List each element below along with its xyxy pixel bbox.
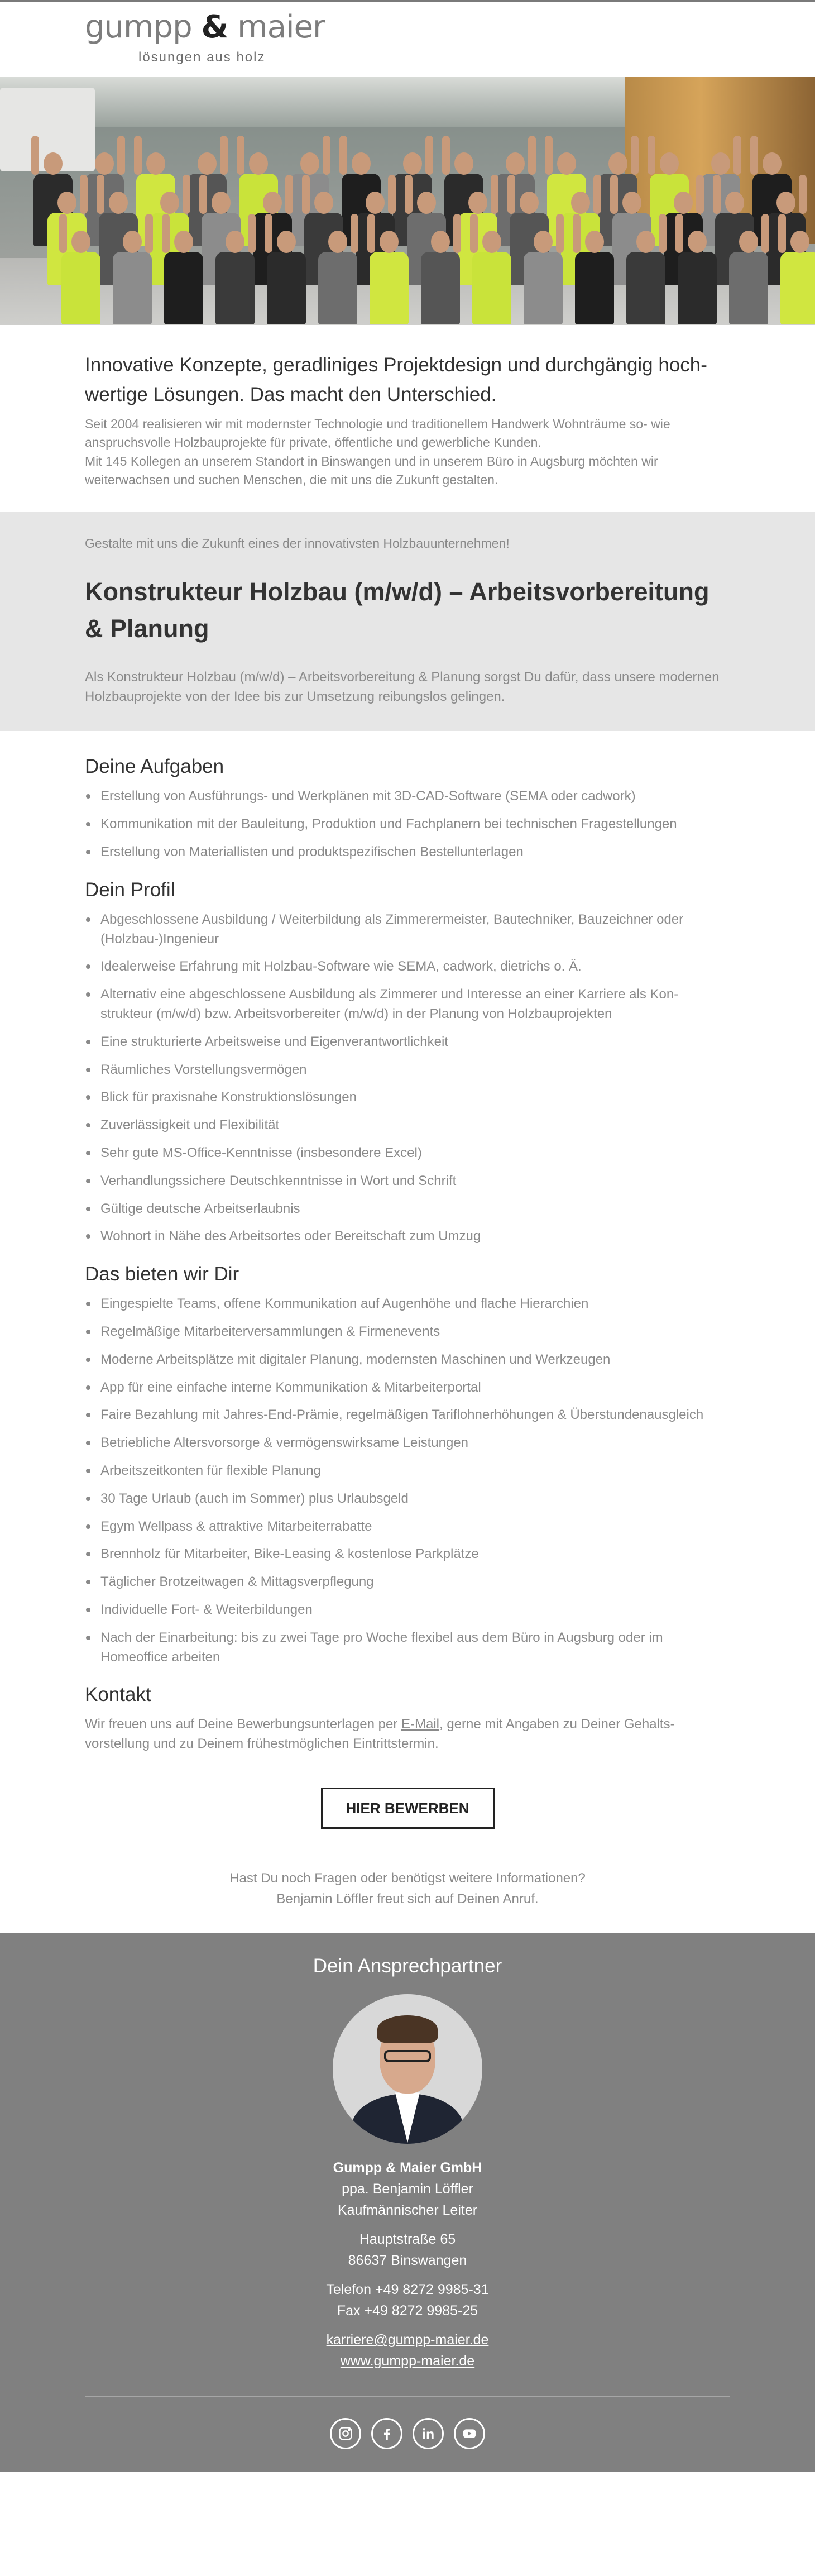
list-item: Arbeitszeitkonten für flexible Planung [85,1461,730,1481]
list-item: App für eine einfache interne Kommunikation & Mitarbeiterportal [85,1378,730,1398]
phone-number[interactable]: Telefon +49 8272 9985-31 [326,2282,489,2298]
list-item: Egym Wellpass & attraktive Mitarbeiterrabatte [85,1517,730,1537]
list-item: Sehr gute MS-Office-Kenntnisse (insbesondere Excel) [85,1144,730,1163]
profile-list [85,910,730,1246]
intro-section [0,325,815,512]
job-summary: Als Konstrukteur Holzbau (m/w/d) – Arbeitsvorbereitung & Planung sorgst Du dafür, dass unsere modernen Holzbauprojekte von der Idee bis zur Umsetzung reibungslos gelingen. [85,669,720,704]
contact-heading: Dein Ansprechpartner [313,1955,502,1977]
question-text: Hast Du noch Fragen oder benötigst weitere Informationen? Benjamin Löffler freut sich auf Deinen Anruf. [229,1870,586,1907]
list-item: Individuelle Fort- & Weiterbildungen [85,1600,730,1620]
offer-list [85,1294,730,1667]
list-item: Nach der Einarbeitung: bis zu zwei Tage pro Woche flexibel aus dem Büro in Augsburg oder im Homeoffice arbeiten [85,1628,730,1667]
website-link[interactable]: www.gumpp-maier.de [340,2353,475,2369]
list-item: Erstellung von Materiallisten und produktspezifischen Bestellunterlagen [85,843,730,862]
list-item: Moderne Arbeitsplätze mit digitaler Planung, modernsten Maschinen und Werkzeugen [85,1350,730,1370]
job-tagline: Gestalte mit uns die Zukunft eines der innovativsten Holzbauunternehmen! [85,536,510,551]
tasks-list [85,787,730,862]
list-item: Blick für praxisnahe Konstruktionslösungen [85,1088,730,1107]
tasks-heading: Deine Aufgaben [85,756,224,778]
job-header [0,512,815,731]
logo[interactable] [85,9,325,68]
intro-body: Seit 2004 realisieren wir mit modernster Technologie und traditionellem Handwerk Wohnträume so- wie anspruchsvolle Holzbauprojekte für private, öffentliche und gewerbliche Kunden. Mit 145 Kollegen an unserem Standort in Binswangen und in unserem Büro in Augsburg möchten wir weiterwachsen und suchen Menschen, die mit uns die Zukunft gestalten. [85,417,670,488]
hero-team-photo [0,77,815,325]
list-item: Idealerweise Erfahrung mit Holzbau-Software wie SEMA, cadwork, dietrichs o. Ä. [85,957,730,977]
list-item: Regelmäßige Mitarbeiterversammlungen & Firmenevents [85,1322,730,1342]
linkedin-icon[interactable] [413,2418,444,2449]
list-item: Zuverlässigkeit und Flexibilität [85,1116,730,1135]
list-item: Gültige deutsche Arbeitserlaubnis [85,1199,730,1219]
address-city: 86637 Binswangen [348,2253,467,2269]
logo-wordmark: gumpp & maier [85,9,325,45]
avatar [333,1994,482,2144]
address-street: Hauptstraße 65 [359,2231,456,2248]
instagram-icon[interactable] [330,2418,361,2449]
list-item: Alternativ eine abgeschlossene Ausbildung als Zimmerer und Interesse an einer Karriere als Kon- strukteur (m/w/d) bzw. Arbeitsvorbereiter (m/w/d) in der Planung von Holzbauprojekten [85,985,730,1024]
header [0,2,815,77]
email-address-link[interactable]: karriere@gumpp-maier.de [326,2332,489,2348]
list-item: Faire Bezahlung mit Jahres-End-Prämie, regelmäßigen Tariflohnerhöhungen & Überstundenausgleich [85,1406,730,1425]
list-item: Wohnort in Nähe des Arbeitsortes oder Bereitschaft zum Umzug [85,1227,730,1246]
job-details [0,731,815,1754]
list-item: Brennholz für Mitarbeiter, Bike-Leasing & kostenlose Parkplätze [85,1545,730,1564]
list-item: Erstellung von Ausführungs- und Werkplänen mit 3D-CAD-Software (SEMA oder cadwork) [85,787,730,806]
fax-number: Fax +49 8272 9985-25 [337,2303,478,2319]
intro-headline: Innovative Konzepte, geradliniges Projektdesign und durchgängig hoch- wertige Lösungen. Das macht den Unterschied. [85,354,707,405]
list-item: Verhandlungssichere Deutschkenntnisse in Wort und Schrift [85,1172,730,1191]
social-links [85,2418,730,2449]
contact-footer [0,1933,815,2472]
apply-button[interactable]: HIER BEWERBEN [321,1788,495,1829]
kontakt-heading: Kontakt [85,1684,151,1706]
list-item: Eine strukturierte Arbeitsweise und Eigenverantwortlichkeit [85,1033,730,1052]
cta-wrap [0,1788,815,1868]
email-link[interactable]: E-Mail [401,1717,440,1732]
offer-heading: Das bieten wir Dir [85,1263,239,1285]
contact-role: Kaufmännischer Leiter [337,2202,478,2219]
job-title: Konstrukteur Holzbau (m/w/d) – Arbeitsvorbereitung & Planung [85,577,709,643]
list-item: Täglicher Brotzeitwagen & Mittagsverpflegung [85,1573,730,1592]
company-name: Gumpp & Maier GmbH [333,2160,482,2176]
kontakt-text: Wir freuen uns auf Deine Bewerbungsunterlagen per E-Mail, gerne mit Angaben zu Deiner Gehalts- vorstellung und zu Deinem frühestmöglichen Eintrittstermin. [85,1717,675,1752]
contact-person: ppa. Benjamin Löffler [342,2181,473,2197]
facebook-icon[interactable] [371,2418,402,2449]
profile-heading: Dein Profil [85,878,175,901]
footer-divider [85,2396,730,2397]
list-item: Eingespielte Teams, offene Kommunikation auf Augenhöhe und flache Hierarchien [85,1294,730,1314]
list-item: Räumliches Vorstellungsvermögen [85,1060,730,1080]
youtube-icon[interactable] [454,2418,485,2449]
list-item: Betriebliche Altersvorsorge & vermögenswirksame Leistungen [85,1433,730,1453]
list-item: Abgeschlossene Ausbildung / Weiterbildung als Zimmerermeister, Bautechniker, Bauzeichner oder (Holzbau-)Ingenieur [85,910,730,949]
list-item: 30 Tage Urlaub (auch im Sommer) plus Urlaubsgeld [85,1489,730,1509]
list-item: Kommunikation mit der Bauleitung, Produktion und Fachplanern bei technischen Fragestellungen [85,815,730,834]
logo-tagline: lösungen aus holz [138,50,266,65]
